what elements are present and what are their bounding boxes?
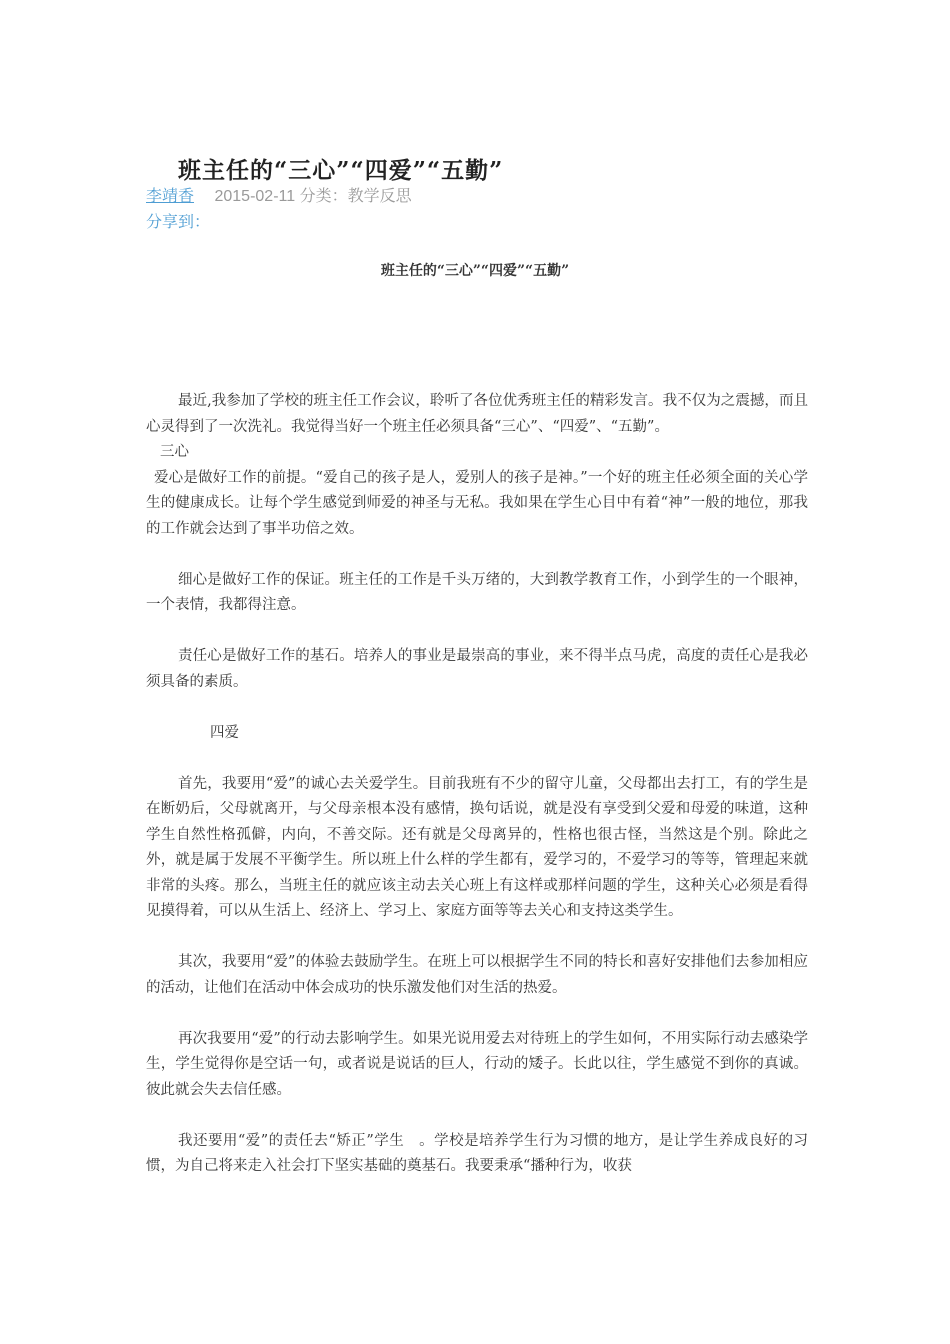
paragraph-fourth: 我还要用“爱”的责任去“矫正”学生 。学校是培养学生行为习惯的地方，是让学生养成良好的习惯，为自己将来走入社会打下坚实基础的奠基石。我要秉承“播种行为，收获 [146, 1132, 808, 1174]
section-heading-siai: 四爱 [210, 724, 239, 741]
paragraph-second: 其次，我要用“爱”的体验去鼓励学生。在班上可以根据学生不同的特长和喜好安排他们去参加相应的活动，让他们在活动中体会成功的快乐激发他们对生活的热爱。 [146, 954, 808, 996]
article-meta [146, 183, 412, 206]
article-body [146, 389, 808, 1180]
paragraph-aixin: 爱心是做好工作的前提。“爱自己的孩子是人，爱别人的孩子是神。”一个好的班主任必须全面的关心学生的健康成长。让每个学生感觉到师爱的神圣与无私。我如果在学生心目中有着“神”一般的地位，那我的工作就会达到了事半功倍之效。 [146, 469, 808, 537]
article-subtitle: 班主任的“三心”“四爱”“五勤” [380, 263, 570, 279]
publish-date: 2015-02-11 [214, 188, 296, 205]
article-category: 分类：教学反思 [299, 188, 412, 205]
paragraph-third: 再次我要用“爱”的行动去影响学生。如果光说用爱去对待班上的学生如何，不用实际行动去感染学生，学生觉得你是空话一句，或者说是说话的巨人，行动的矮子。长此以往，学生感觉不到你的真诚。彼此就会失去信任感。 [146, 1030, 808, 1098]
paragraph-first: 首先，我要用“爱”的诚心去关爱学生。目前我班有不少的留守儿童，父母都出去打工，有的学生是在断奶后，父母就离开，与父母亲根本没有感情，换句话说，就是没有享受到父爱和母爱的味道，这种学生自然性格孤僻，内向，不善交际。还有就是父母离异的，性格也很古怪，当然这是个别。除此之外，就是属于发展不平衡学生。所以班上什么样的学生都有，爱学习的，不爱学习的等等，管理起来就非常的头疼。那么，当班主任的就应该主动去关心班上有这样或那样问题的学生，这种关心必须是看得见摸得着，可以从生活上、经济上、学习上、家庭方面等等去关心和支持这类学生。 [146, 775, 808, 919]
article-title: 班主任的“三心”“四爱”“五勤” [178, 157, 504, 184]
paragraph-zerenxin: 责任心是做好工作的基石。培养人的事业是最崇高的事业，来不得半点马虎，高度的责任心是我必须具备的素质。 [146, 648, 808, 690]
author-link[interactable]: 李靖香 [146, 188, 195, 205]
section-heading-sanxin: 三心 [160, 444, 189, 460]
share-label[interactable]: 分享到： [146, 214, 211, 231]
paragraph-intro: 最近,我参加了学校的班主任工作会议，聆听了各位优秀班主任的精彩发言。我不仅为之震撼，而且心灵得到了一次洗礼。我觉得当好一个班主任必须具备“三心”、“四爱”、“五勤”。 [146, 393, 808, 435]
paragraph-xixin: 细心是做好工作的保证。班主任的工作是千头万绪的，大到教学教育工作，小到学生的一个眼神，一个表情，我都得注意。 [146, 571, 808, 613]
